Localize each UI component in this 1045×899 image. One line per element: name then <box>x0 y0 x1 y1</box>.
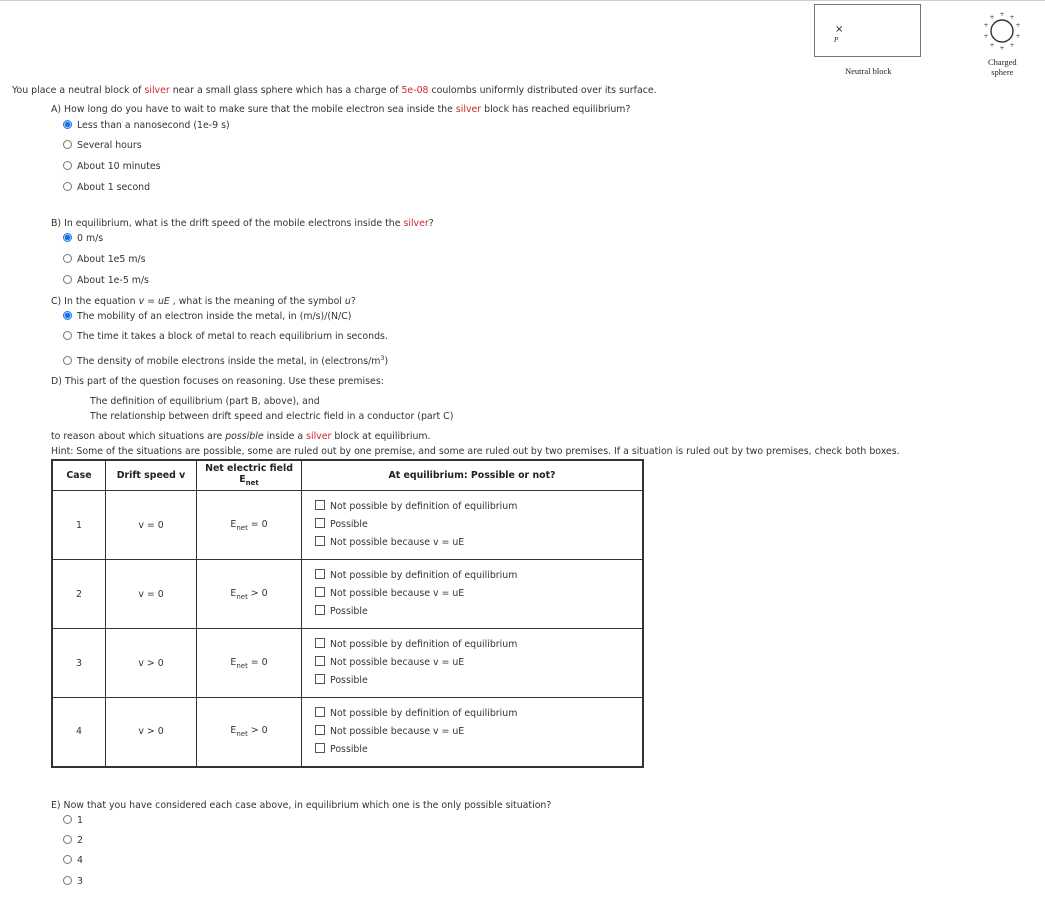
case-number: 1 <box>52 491 106 560</box>
checkbox-option[interactable]: Possible <box>315 603 642 621</box>
radio-icon[interactable] <box>63 855 72 864</box>
question-e-option-4[interactable]: 3 <box>63 876 83 887</box>
case-number: 2 <box>52 560 106 629</box>
table-row <box>52 629 643 698</box>
question-b-text: B) In equilibrium, what is the drift speed of the mobile electrons inside the silver? <box>51 218 434 229</box>
sphere-label-line1: Charged <box>988 57 1017 67</box>
svg-text:+: + <box>1009 14 1015 21</box>
radio-icon[interactable] <box>63 161 72 170</box>
drift-speed-cell: v > 0 <box>106 629 197 698</box>
svg-text:+: + <box>989 42 995 49</box>
radio-icon[interactable] <box>63 815 72 824</box>
options-cell <box>302 629 644 698</box>
question-a-option-3[interactable]: About 10 minutes <box>63 161 161 172</box>
radio-icon[interactable] <box>63 331 72 340</box>
question-c-option-3[interactable]: The density of mobile electrons inside the metal, in $(electrons/m^3)$ <box>63 354 388 367</box>
checkbox-icon[interactable] <box>315 707 325 717</box>
checkbox-icon[interactable] <box>315 656 325 666</box>
radio-icon[interactable] <box>63 140 72 149</box>
header-possible: At equilibrium: Possible or not? <box>302 460 644 491</box>
options-cell <box>302 698 644 767</box>
svg-text:+: + <box>999 45 1005 51</box>
radio-icon[interactable] <box>63 254 72 263</box>
checkbox-option[interactable]: Not possible because v = uE <box>315 723 642 741</box>
checkbox-icon[interactable] <box>315 743 325 753</box>
radio-icon[interactable] <box>63 182 72 191</box>
question-c-text: C) In the equation v = uE , what is the meaning of the symbol u? <box>51 296 356 307</box>
checkbox-icon[interactable] <box>315 518 325 528</box>
equation: v = uE <box>138 296 170 307</box>
point-p-marker: × <box>835 24 844 35</box>
checkbox-option[interactable]: Possible <box>315 672 642 690</box>
svg-text:+: + <box>1009 42 1015 49</box>
checkbox-option[interactable]: Possible <box>315 741 642 759</box>
sphere-label-line2: sphere <box>991 67 1014 77</box>
radio-icon[interactable] <box>63 275 72 284</box>
radio-icon[interactable] <box>63 356 72 365</box>
charge-value: 5e-08 <box>401 85 429 96</box>
charged-sphere-icon <box>982 11 1022 51</box>
radio-selected-icon[interactable] <box>63 311 72 320</box>
charged-sphere-label <box>988 57 1017 77</box>
table-row <box>52 560 643 629</box>
checkbox-icon[interactable] <box>315 569 325 579</box>
premise-1: The definition of equilibrium (part B, above), and <box>90 396 320 407</box>
top-border <box>0 0 1045 1</box>
metal-name: silver <box>144 85 170 96</box>
svg-text:+: + <box>989 14 995 21</box>
checkbox-icon[interactable] <box>315 536 325 546</box>
radio-icon[interactable] <box>63 876 72 885</box>
drift-speed-cell: v > 0 <box>106 698 197 767</box>
svg-text:+: + <box>999 11 1005 18</box>
radio-icon[interactable] <box>63 835 72 844</box>
point-p-label: P <box>834 36 839 44</box>
checkbox-option[interactable]: Not possible because v = uE <box>315 585 642 603</box>
case-number: 3 <box>52 629 106 698</box>
question-b-option-2[interactable]: About 1e5 m/s <box>63 254 146 265</box>
options-cell <box>302 491 644 560</box>
radio-selected-icon[interactable] <box>63 233 72 242</box>
question-d-hint: Hint: Some of the situations are possible, some are ruled out by one premise, and some are ruled out by two premises. If a situation is ruled out by two premises, check both boxes. <box>51 446 900 457</box>
checkbox-option[interactable]: Possible <box>315 516 642 534</box>
header-net-field: Net electric field $E_{net}$ <box>197 460 302 491</box>
checkbox-option[interactable]: Not possible by definition of equilibrium <box>315 498 642 516</box>
checkbox-icon[interactable] <box>315 605 325 615</box>
svg-text:+: + <box>1015 22 1021 29</box>
checkbox-icon[interactable] <box>315 725 325 735</box>
header-case: Case <box>52 460 106 491</box>
question-a-option-4[interactable]: About 1 second <box>63 182 150 193</box>
checkbox-option[interactable]: Not possible by definition of equilibrium <box>315 567 642 585</box>
question-e-text: E) Now that you have considered each case above, in equilibrium which one is the only possible situation? <box>51 800 552 811</box>
question-d-reason: to reason about which situations are possible inside a silver block at equilibrium. <box>51 431 431 442</box>
svg-text:+: + <box>1015 33 1021 40</box>
drift-speed-cell: v = 0 <box>106 560 197 629</box>
question-b-option-1[interactable]: 0 m/s <box>63 233 103 244</box>
svg-text:+: + <box>983 22 989 29</box>
case-number: 4 <box>52 698 106 767</box>
table-row <box>52 698 643 767</box>
premise-2: The relationship between drift speed and electric field in a conductor (part C) <box>90 411 454 422</box>
question-e-option-2[interactable]: 2 <box>63 835 83 846</box>
table-header-row <box>52 460 643 491</box>
neutral-block-figure <box>814 4 921 57</box>
question-c-option-2[interactable]: The time it takes a block of metal to reach equilibrium in seconds. <box>63 331 388 342</box>
checkbox-option[interactable]: Not possible because v = uE <box>315 654 642 672</box>
question-a-option-2[interactable]: Several hours <box>63 140 142 151</box>
checkbox-option[interactable]: Not possible by definition of equilibrium <box>315 705 642 723</box>
problem-intro: You place a neutral block of silver near a small glass sphere which has a charge of 5e-08 coulombs uniformly distributed over its surface. <box>12 85 657 96</box>
svg-text:+: + <box>983 33 989 40</box>
question-c-option-1[interactable]: The mobility of an electron inside the metal, in (m/s)/(N/C) <box>63 311 351 322</box>
checkbox-icon[interactable] <box>315 638 325 648</box>
checkbox-option[interactable]: Not possible by definition of equilibrium <box>315 636 642 654</box>
checkbox-icon[interactable] <box>315 500 325 510</box>
question-a-option-1[interactable]: Less than a nanosecond (1e-9 s) <box>63 120 230 131</box>
checkbox-icon[interactable] <box>315 587 325 597</box>
question-d-intro: D) This part of the question focuses on reasoning. Use these premises: <box>51 376 384 387</box>
table-row <box>52 491 643 560</box>
question-e-option-1[interactable]: 1 <box>63 815 83 826</box>
cases-table <box>51 459 644 768</box>
net-field-cell: $E_{net} = 0$ <box>197 491 302 560</box>
checkbox-option[interactable]: Not possible because v = uE <box>315 534 642 552</box>
net-field-cell: $E_{net} = 0$ <box>197 629 302 698</box>
radio-selected-icon[interactable] <box>63 120 72 129</box>
checkbox-icon[interactable] <box>315 674 325 684</box>
question-a-text: A) How long do you have to wait to make sure that the mobile electron sea inside the silver block has reached equilibrium? <box>51 104 631 115</box>
net-field-cell: $E_{net} > 0$ <box>197 698 302 767</box>
net-field-cell: $E_{net} > 0$ <box>197 560 302 629</box>
drift-speed-cell: v = 0 <box>106 491 197 560</box>
question-e-option-3[interactable]: 4 <box>63 855 83 866</box>
question-b-option-3[interactable]: About 1e-5 m/s <box>63 275 149 286</box>
header-drift-speed: Drift speed v <box>106 460 197 491</box>
options-cell <box>302 560 644 629</box>
neutral-block-label: Neutral block <box>845 66 892 76</box>
